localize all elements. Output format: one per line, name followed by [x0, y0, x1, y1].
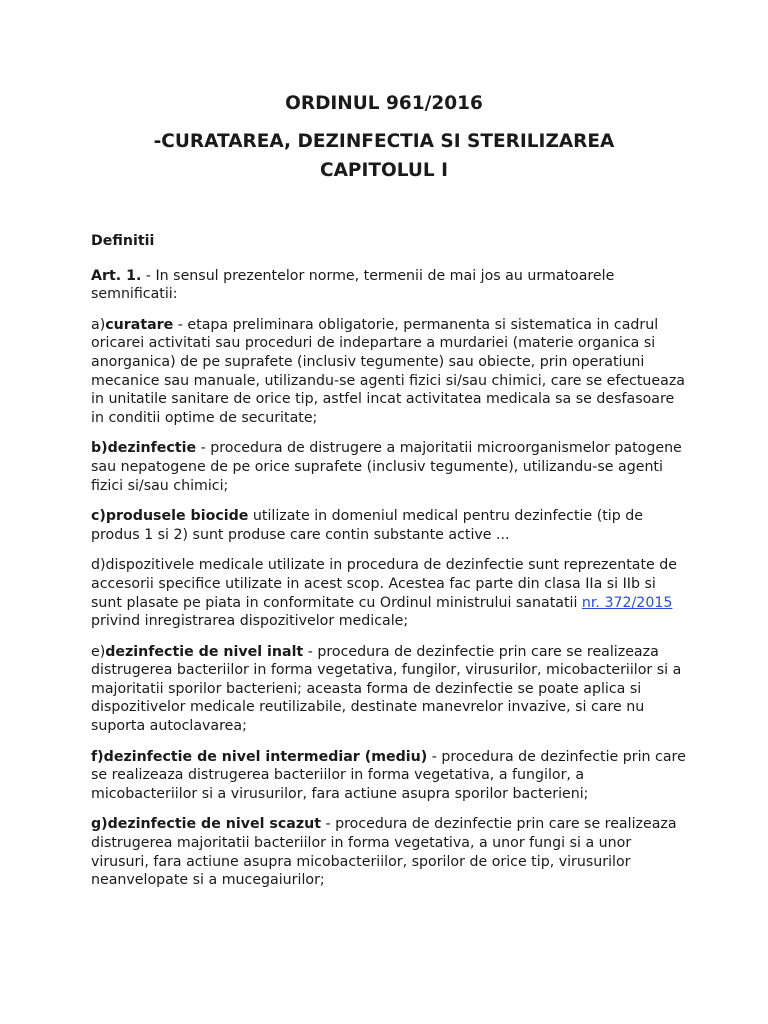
- definition-g: g)dezinfectie de nivel scazut - procedura de dezinfectie prin care se realizeaza distrugerea majoritatii bacteriilor in forma vegetativa, a unor fungi si a unor virusuri, fara actiune asupra micobacteriilor, sporilor de orice tip, virusurilor neanvelopate si a mucegaiurilor;: [91, 816, 677, 889]
- definition-term: curatare: [105, 316, 174, 333]
- article-label: Art. 1.: [91, 267, 142, 284]
- definition-f: f)dezinfectie de nivel intermediar (mediu) - procedura de dezinfectie prin care se realizeaza distrugerea bacteriilor in forma vegetativa, a fungilor, a micobacteriilor si a virusurilor, fara actiune asupra sporilor bacterieni;: [91, 748, 686, 802]
- definition-d: d)dispozitivele medicale utilizate in procedura de dezinfectie sunt reprezentate de accesorii specifice utilizate in acest scop. Acestea fac parte din clasa IIa si IIb si sunt plasate pe piata in conformitate cu Ordinul ministrului sanatatii nr. 372/2015 privind inregistrarea dispozitivelor medicale;: [91, 557, 678, 630]
- order-subtitle: -CURATAREA, DEZINFECTIA SI STERILIZAREA: [153, 131, 615, 152]
- chapter-title: CAPITOLUL I: [320, 160, 448, 181]
- section-heading: Definitii: [91, 233, 155, 249]
- article-text: - In sensul prezentelor norme, termenii de mai jos au urmatoarele semnificatii:: [91, 267, 615, 303]
- definition-e: e)dezinfectie de nivel inalt - procedura de dezinfectie prin care se realizeaza distrugerea bacteriilor in forma vegetativa, fungilor, virusurilor, micobacteriilor si a majoritatii sporilor bacterieni; aceasta forma de dezinfectie se poate aplica si dispozitivelor medicale reutilizabile, destinate manevrelor invazive, si care nu suporta autoclavarea;: [91, 643, 682, 735]
- definition-term: dezinfectie de nivel intermediar (mediu): [103, 748, 428, 765]
- definition-c: c)produsele biocide utilizate in domeniul medical pentru dezinfectie (tip de produs 1 si 2) sunt produse care contin substante active ...: [91, 508, 643, 543]
- definition-term: dezinfectie de nivel inalt: [105, 643, 304, 660]
- definition-term: dezinfectie de nivel scazut: [107, 816, 321, 833]
- title-block: [0, 92, 768, 183]
- definition-a: a)curatare - etapa preliminara obligatorie, permanenta si sistematica in cadrul oricarei activitati sau proceduri de indepartare a murdariei (materie organica si anorganica) de pe suprafete (inclusiv tegumente) sau obiecte, prin operatiuni mecanice sau manuale, utilizandu-se agenti fizici si/sau chimici, care se efectueaza in unitatile sanitare de orice tip, astfel incat activitatea medicala sa se desfasoare in conditii optime de securitate;: [91, 316, 685, 426]
- definition-term: produsele biocide: [105, 508, 249, 525]
- definition-term: dezinfectie: [107, 440, 197, 457]
- order-reference-link[interactable]: nr. 372/2015: [581, 594, 673, 611]
- article-1: [91, 267, 691, 304]
- order-title: ORDINUL 961/2016: [285, 93, 483, 114]
- definition-b: b)dezinfectie - procedura de distrugere a majoritatii microorganismelor patogene sau nepatogene de pe orice suprafete (inclusiv tegumente), utilizandu-se agenti fizici si/sau chimici;: [91, 440, 682, 494]
- document-body: [91, 232, 691, 902]
